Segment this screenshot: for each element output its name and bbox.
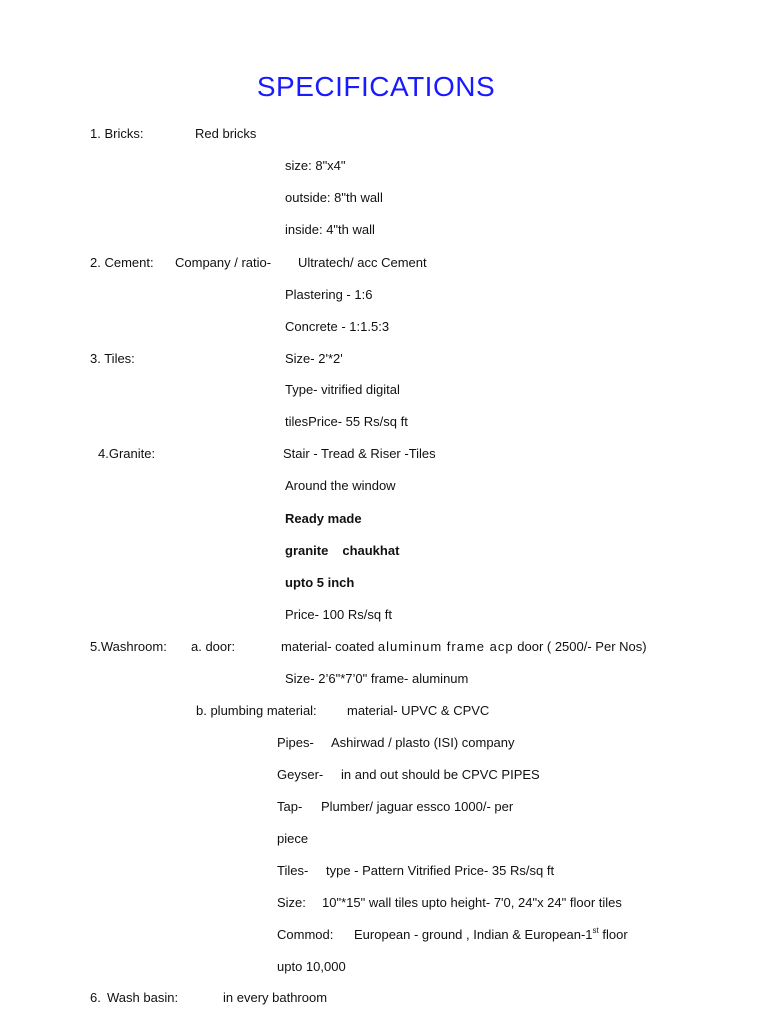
tiles-price: tilesPrice- 55 Rs/sq ft bbox=[285, 414, 408, 429]
page-title: SPECIFICATIONS bbox=[256, 71, 496, 102]
cement-sub: Company / ratio- bbox=[175, 255, 272, 270]
granite-label: 4.Granite: bbox=[98, 446, 156, 461]
washbasin-value: in every bathroom bbox=[223, 990, 328, 1005]
tap-label: Tap- bbox=[277, 799, 303, 814]
door-label: a. door: bbox=[191, 639, 236, 654]
bricks-inside: inside: 4"th wall bbox=[285, 222, 375, 237]
plumbing-value: material- UPVC & CPVC bbox=[347, 703, 490, 718]
tiles-size: Size- 2'*2' bbox=[285, 351, 343, 366]
cement-concrete: Concrete - 1:1.5:3 bbox=[285, 319, 390, 334]
tiles-type: Type- vitrified digital bbox=[285, 382, 400, 397]
commod-superscript: st bbox=[592, 926, 599, 935]
cement-plastering: Plastering - 1:6 bbox=[285, 287, 373, 302]
commod-label: Commod: bbox=[277, 927, 334, 942]
pipes-value: Ashirwad / plasto (ISI) company bbox=[331, 735, 515, 750]
granite-window: Around the window bbox=[285, 478, 396, 493]
geyser-value: in and out should be CPVC PIPES bbox=[341, 767, 540, 782]
cement-label: 2. Cement: bbox=[90, 255, 154, 270]
cement-value: Ultratech/ acc Cement bbox=[298, 255, 427, 270]
door-size: Size- 2’6"*7’0" frame- aluminum bbox=[285, 671, 469, 686]
washbasin-number: 6. bbox=[90, 990, 101, 1005]
granite-price: Price- 100 Rs/sq ft bbox=[285, 607, 392, 622]
wash-size-label: Size: bbox=[277, 895, 306, 910]
granite-upto: upto 5 inch bbox=[285, 575, 355, 590]
bricks-number: 1 bbox=[90, 126, 98, 141]
wash-tiles-value: type - Pattern Vitrified Price- 35 Rs/sq ft bbox=[326, 863, 555, 878]
door-material: material- coated aluminum frame acp door ( 2500/- Per Nos) bbox=[281, 639, 647, 654]
granite-stair: Stair - Tread & Riser -Tiles bbox=[283, 446, 436, 461]
tap-continuation: piece bbox=[277, 831, 309, 846]
commod-value: European - ground , Indian & European-1st floor bbox=[354, 926, 628, 942]
tap-value: Plumber/ jaguar essco 1000/- per bbox=[321, 799, 514, 814]
geyser-label: Geyser- bbox=[277, 767, 324, 782]
bricks-outside: outside: 8"th wall bbox=[285, 190, 383, 205]
granite-chaukhat: granite chaukhat bbox=[285, 543, 400, 558]
plumbing-label: b. plumbing material: bbox=[196, 703, 317, 718]
wash-size-value: 10"*15" wall tiles upto height- 7'0, 24"x 24" floor tiles bbox=[322, 895, 622, 910]
washbasin-label: Wash basin: bbox=[107, 990, 179, 1005]
bricks-size: size: 8"x4" bbox=[285, 158, 346, 173]
washroom-label: 5.Washroom: bbox=[90, 639, 167, 654]
bricks-label: 1. Bricks: bbox=[90, 126, 144, 141]
granite-ready: Ready made bbox=[285, 511, 362, 526]
commod-continuation: upto 10,000 bbox=[277, 959, 346, 974]
pipes-label: Pipes- bbox=[277, 735, 314, 750]
tiles-label: 3. Tiles: bbox=[90, 351, 135, 366]
bricks-value: Red bricks bbox=[195, 126, 257, 141]
wash-tiles-label: Tiles- bbox=[277, 863, 309, 878]
